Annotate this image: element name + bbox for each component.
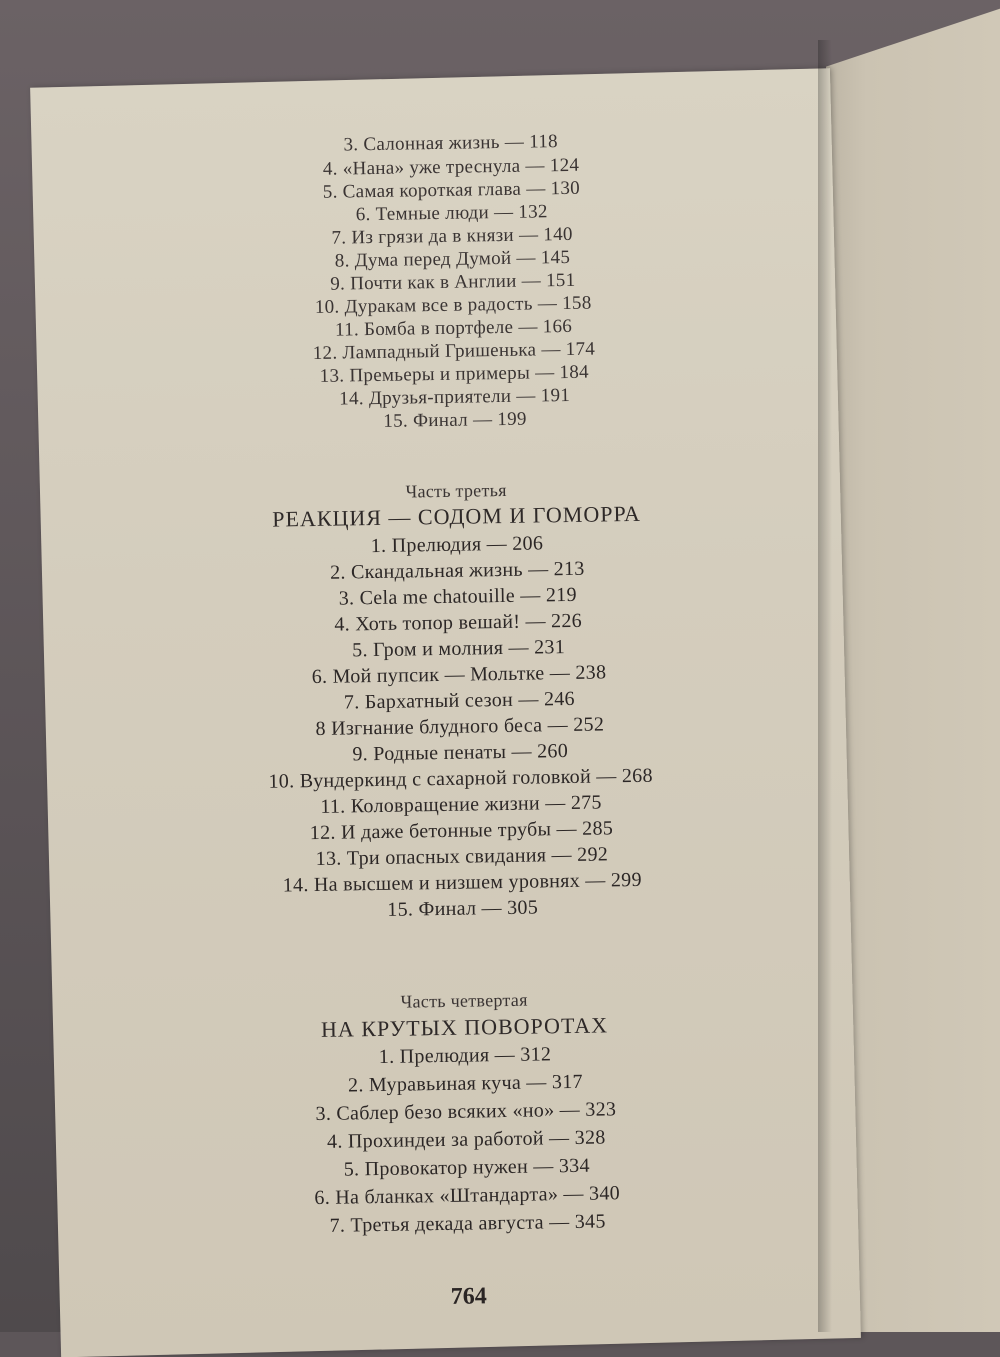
toc-entry: 6. Темные люди — 132 bbox=[355, 201, 548, 226]
toc-entry: 3. Cela me chatouille — 219 bbox=[338, 583, 577, 610]
part-label: Часть четвертая bbox=[400, 989, 528, 1012]
toc-entry: 9. Почти как в Англии — 151 bbox=[330, 269, 576, 295]
toc-entry: 15. Финал — 305 bbox=[387, 896, 539, 921]
toc-entry: 10. Дуракам все в радость — 158 bbox=[314, 292, 592, 318]
toc-entry: 1. Прелюдия — 312 bbox=[378, 1043, 552, 1069]
toc-entry: 5. Провокатор нужен — 334 bbox=[343, 1154, 590, 1181]
toc-entry: 11. Бомба в портфеле — 166 bbox=[334, 315, 573, 341]
toc-entry: 5. Гром и молния — 231 bbox=[352, 636, 566, 662]
toc-entry: 4. Хоть топор вешай! — 226 bbox=[334, 609, 583, 636]
toc-entry: 7. Третья декада августа — 345 bbox=[329, 1210, 606, 1237]
toc-entry: 7. Из грязи да в князи — 140 bbox=[331, 223, 573, 249]
toc-entry: 9. Родные пенаты — 260 bbox=[352, 740, 569, 766]
toc-entry: 8 Изгнание блудного беса — 252 bbox=[315, 713, 605, 740]
toc-entry: 14. Друзья-приятели — 191 bbox=[339, 384, 571, 410]
toc-entry: 4. Прохиндеи за работой — 328 bbox=[326, 1126, 606, 1153]
toc-entry: 3. Саблер безо всяких «но» — 323 bbox=[315, 1098, 617, 1126]
toc-entry: 11. Коловращение жизни — 275 bbox=[320, 791, 602, 818]
toc-entry: 1. Прелюдия — 206 bbox=[370, 532, 544, 558]
toc-entry: 2. Скандальная жизнь — 213 bbox=[329, 557, 585, 584]
toc-entry: 4. «Нана» уже треснула — 124 bbox=[322, 154, 580, 180]
toc-entry: 3. Салонная жизнь — 118 bbox=[343, 131, 558, 156]
toc-entry: 6. На бланках «Штандарта» — 340 bbox=[314, 1182, 621, 1210]
page-number: 764 bbox=[450, 1283, 487, 1310]
toc-entry: 12. И даже бетонные трубы — 285 bbox=[309, 817, 614, 845]
part-label: Часть третья bbox=[405, 479, 507, 502]
toc-entry: 2. Муравьиная куча — 317 bbox=[347, 1070, 583, 1097]
toc-entry: 10. Вундеркинд с сахарной головкой — 268 bbox=[268, 764, 653, 793]
part-title: НА КРУТЫХ ПОВОРОТАХ bbox=[320, 1012, 609, 1042]
part-title: РЕАКЦИЯ — СОДОМ И ГОМОРРА bbox=[272, 500, 641, 532]
toc-entry: 5. Самая короткая глава — 130 bbox=[322, 177, 581, 203]
toc-entry: 8. Дума перед Думой — 145 bbox=[334, 246, 571, 272]
toc-entry: 6. Мой пупсик — Мольтке — 238 bbox=[311, 661, 607, 689]
toc-entry: 13. Премьеры и примеры — 184 bbox=[319, 361, 590, 387]
toc-entry: 15. Финал — 199 bbox=[383, 408, 527, 432]
toc-entry: 13. Три опасных свидания — 292 bbox=[315, 843, 609, 870]
toc-entry: 12. Лампадный Гришенька — 174 bbox=[312, 338, 596, 364]
toc-entry: 7. Бархатный сезон — 246 bbox=[343, 687, 576, 714]
toc-entry: 14. На высшем и низшем уровнях — 299 bbox=[282, 868, 642, 897]
